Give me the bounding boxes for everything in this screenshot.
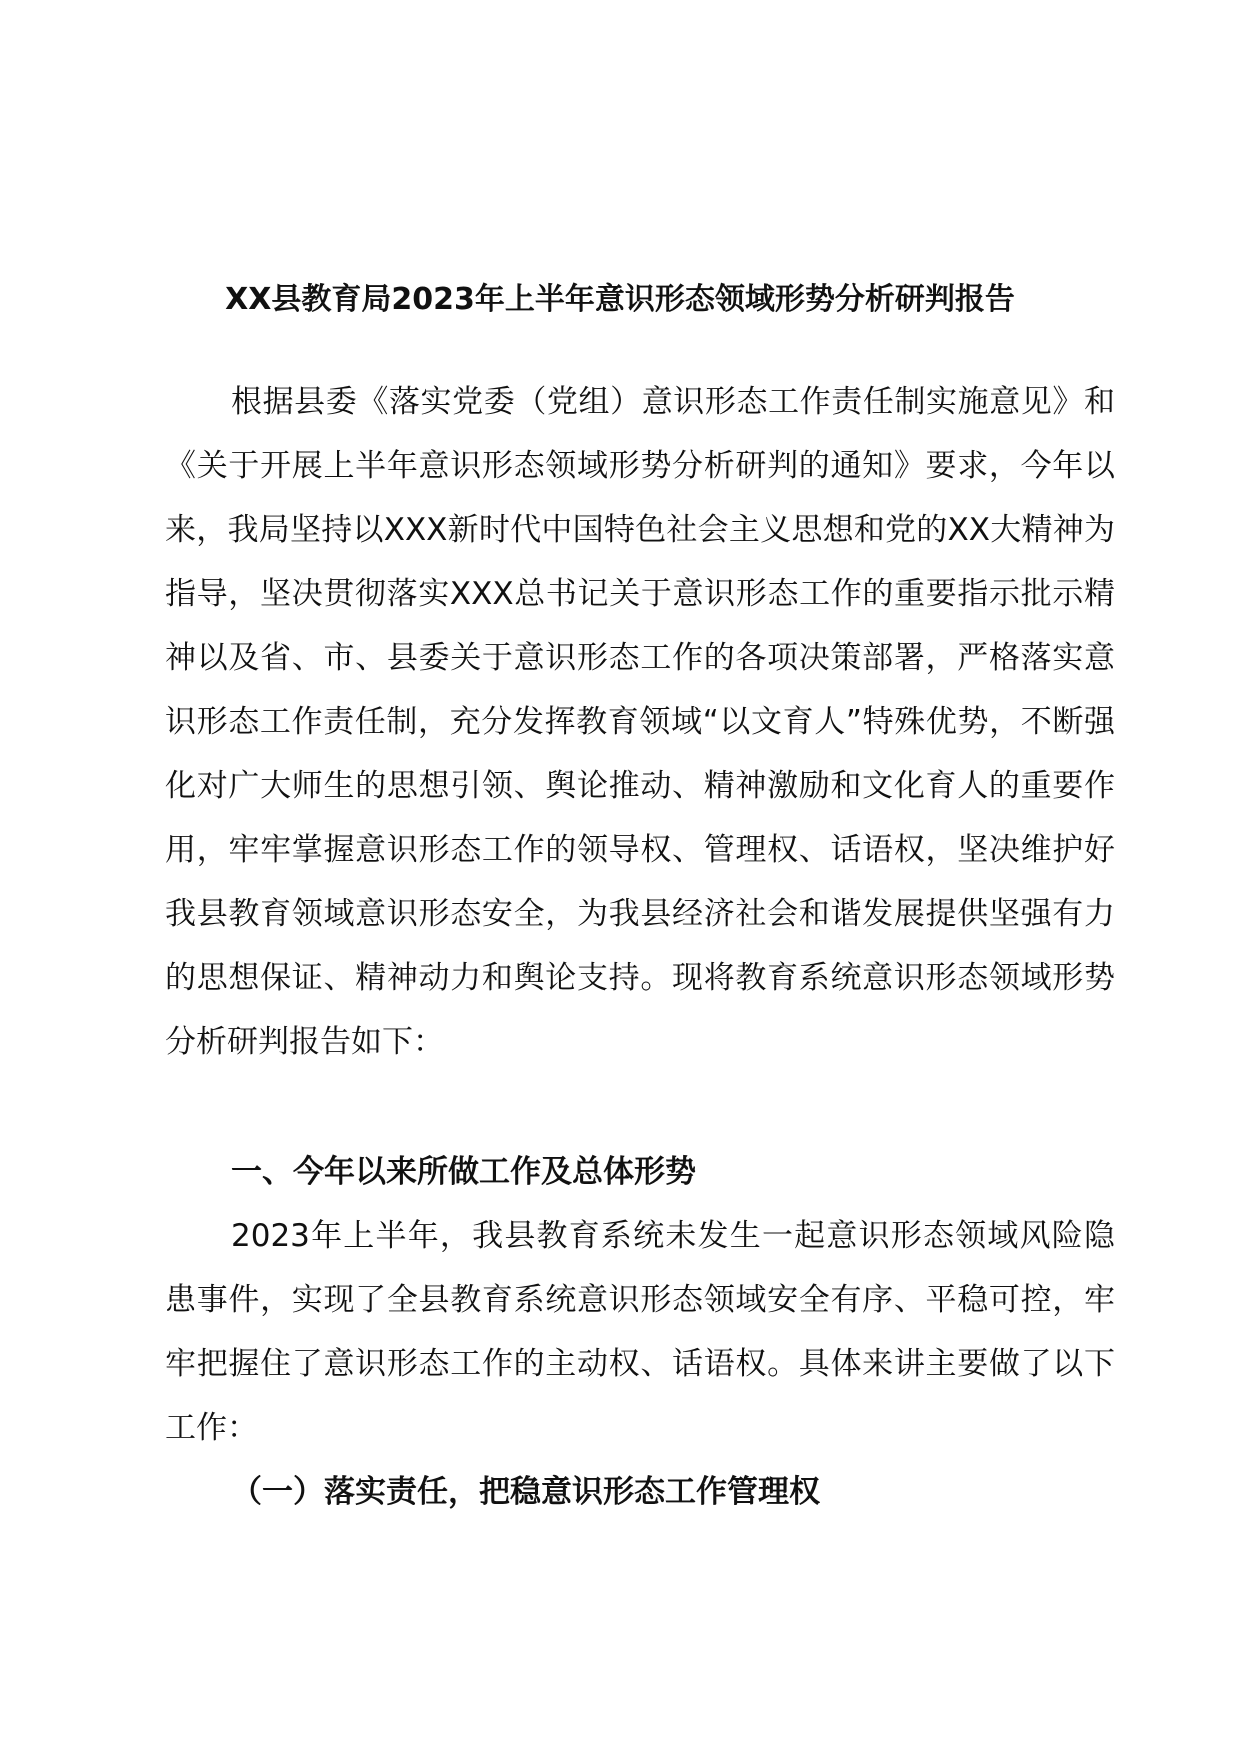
subsection-1-heading: （一）落实责任，把稳意识形态工作管理权 (231, 1474, 820, 1510)
document-title: XX县教育局2023年上半年意识形态领域形势分析研判报告 (225, 282, 1015, 317)
section-1-heading: 一、今年以来所做工作及总体形势 (231, 1154, 696, 1190)
section-1-paragraph: 2023年上半年，我县教育系统未发生一起意识形态领域风险隐患事件，实现了全县教育系统意识形态领域安全有序、平稳可控，牢牢把握住了意识形态工作的主动权、话语权。具体来讲主要做了以下工作： (165, 1218, 1115, 1446)
intro-paragraph: 根据县委《落实党委（党组）意识形态工作责任制实施意见》和《关于开展上半年意识形态领域形势分析研判的通知》要求，今年以来，我局坚持以XXX新时代中国特色社会主义思想和党的XX大精神为指导，坚决贯彻落实XXX总书记关于意识形态工作的重要指示批示精神以及省、市、县委关于意识形态工作的各项决策部署，严格落实意识形态工作责任制，充分发挥教育领域“以文育人”特殊优势，不断强化对广大师生的思想引领、舆论推动、精神激励和文化育人的重要作用，牢牢掌握意识形态工作的领导权、管理权、话语权，坚决维护好我县教育领域意识形态安全，为我县经济社会和谐发展提供坚强有力的思想保证、精神动力和舆论支持。现将教育系统意识形态领域形势分析研判报告如下： (165, 384, 1115, 1060)
